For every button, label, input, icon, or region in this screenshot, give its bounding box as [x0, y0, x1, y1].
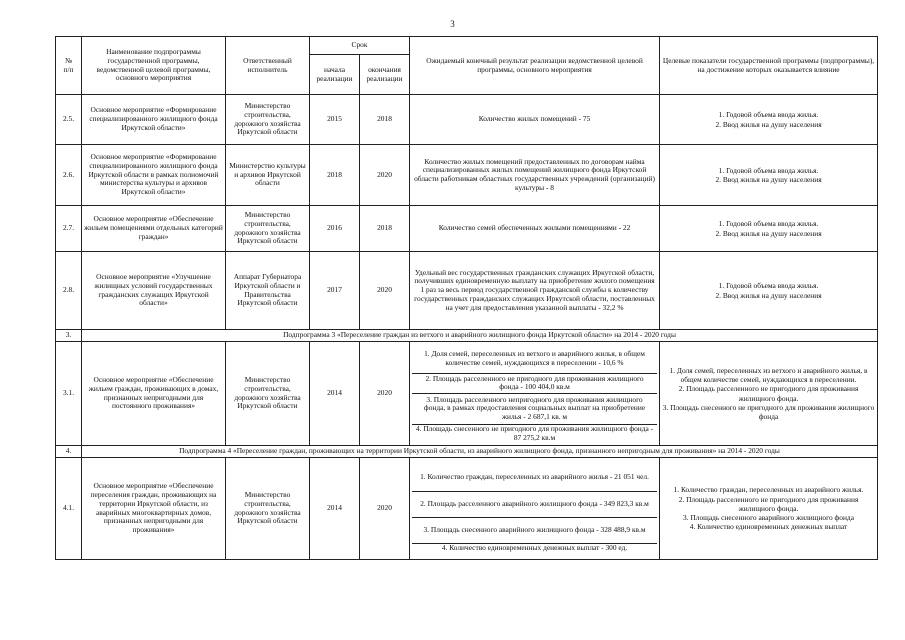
- expected-result: Удельный вес государственных гражданских служащих Иркутской области, получивших единовременную выплату на приобретение жилого помещения 1 раз за весь период государственной гражданской службы к количеству государственных гражданских служащих Иркутской области, поставленных на учет для предоставления указанной выплаты - 32,2 %: [410, 252, 660, 330]
- target-indicators: [660, 342, 878, 446]
- start-year: 2017: [310, 252, 360, 330]
- indicator-item: 2. Ввод жилья на душу населения: [715, 175, 822, 184]
- section-title: Подпрограмма 4 «Переселение граждан, проживающих на территории Иркутской области, из аварийного жилищного фонда, признанного непригодным для проживания» на 2014 - 2020 годы: [82, 446, 878, 458]
- indicator-item: 2. Ввод жилья на душу населения: [715, 228, 822, 238]
- expected-results: [410, 458, 660, 560]
- result-item: 1. Доля семей, переселенных из ветхого и аварийного жилья, в общем количестве семей, нуждающихся в переселении - 10,6 %: [412, 345, 657, 374]
- activity-name: Основное мероприятие «Обеспечение переселения граждан, проживающих на территории Иркутской области, из аварийных многоквартирных домов, признанных непригодными для проживания»: [82, 458, 226, 560]
- indicator-item: 2. Площадь расселенного не пригодного для проживания жилищного фонда.: [678, 384, 859, 403]
- header-term: Срок: [310, 37, 410, 55]
- expected-result: Количество жилых помещений - 75: [410, 95, 660, 145]
- indicator-item: 1. Годовой объема ввода жилья.: [718, 165, 819, 175]
- row-number: 3.1.: [56, 342, 82, 446]
- section-number: 3.: [56, 330, 82, 342]
- target-indicators: [660, 252, 878, 330]
- table-row: [56, 252, 878, 330]
- header-row-1: [56, 37, 878, 55]
- target-indicators: [660, 145, 878, 206]
- indicator-item: 1. Количество граждан, переселенных из аварийного жилья.: [673, 485, 864, 495]
- indicator-item: 3. Площадь снесенного не пригодного для проживания жилищного фонда: [662, 402, 875, 421]
- header-indicators: Целевые показатели государственной программы (подпрограммы), на достижение которых оказывается влияние: [660, 37, 878, 95]
- responsible-executor: Министерство строительства, дорожного хозяйства Иркутской области: [226, 342, 310, 446]
- indicator-item: 1. Годовой объема ввода жилья.: [718, 219, 819, 229]
- activity-name: Основное мероприятие «Формирование специализированного жилищного фонда Иркутской области в рамках полномочий министерства культуры и архивов Иркутской области»: [82, 145, 226, 206]
- activity-name: Основное мероприятие «Обеспечение жильем помещениями отдельных категорий граждан»: [82, 206, 226, 252]
- expected-results: [410, 342, 660, 446]
- indicator-item: 1. Годовой объема ввода жилья.: [718, 281, 819, 291]
- end-year: 2020: [360, 342, 410, 446]
- target-indicators: [660, 95, 878, 145]
- activity-name: Основное мероприятие «Улучшение жилищных условий государственных гражданских служащих Иркутской области»: [82, 252, 226, 330]
- table-row: [56, 342, 878, 446]
- target-indicators: [660, 206, 878, 252]
- indicator-item: 1. Доля семей, переселенных из ветхого и аварийного жилья, в общем количестве семей, нуждающихся в переселении.: [669, 365, 868, 384]
- end-year: 2020: [360, 252, 410, 330]
- end-year: 2018: [360, 206, 410, 252]
- responsible-executor: Министерство строительства, дорожного хозяйства Иркутской области: [226, 458, 310, 560]
- header-result: Ожидаемый конечный результат реализации ведомственной целевой программы, основного мероприятия: [410, 37, 660, 95]
- activity-name: Основное мероприятие «Обеспечение жильем граждан, проживающих в домах, признанных непригодными для постоянного проживания»: [82, 342, 226, 446]
- row-number: 4.1.: [56, 458, 82, 560]
- start-year: 2014: [310, 342, 360, 446]
- row-number: 2.6.: [56, 145, 82, 206]
- responsible-executor: Министерство строительства, дорожного хозяйства Иркутской области: [226, 206, 310, 252]
- result-item: 1. Количество граждан, переселенных из аварийного жилья - 21 051 чел.: [412, 465, 657, 492]
- row-number: 2.5.: [56, 95, 82, 145]
- header-num: № п/п: [56, 37, 82, 95]
- section-row: [56, 330, 878, 342]
- result-item: 4. Площадь снесенного не пригодного для проживания жилищного фонда - 87 275,2 кв.м: [415, 423, 654, 442]
- result-item: 3. Площадь расселенного непригодного для проживания жилищного фонда, в рамках предоставления социальных выплат на приобретение жилья - 2 687,1 кв. м: [412, 394, 657, 425]
- indicator-item: 4. Количество единовременных денежных выплат: [689, 522, 848, 532]
- result-item: 2. Площадь расселенного аварийного жилищного фонда - 349 823,3 кв.м: [412, 492, 657, 518]
- result-item: 4. Количество единовременных денежных выплат - 300 ед.: [441, 542, 628, 552]
- table-row: [56, 145, 878, 206]
- row-number: 2.7.: [56, 206, 82, 252]
- indicator-item: 3. Площадь снесенного аварийного жилищного фонда: [683, 513, 854, 523]
- program-table: [55, 36, 878, 560]
- header-start: начала реализации: [310, 55, 360, 95]
- target-indicators: [660, 458, 878, 560]
- indicator-item: 2. Ввод жилья на душу населения: [715, 290, 822, 300]
- end-year: 2018: [360, 95, 410, 145]
- section-number: 4.: [56, 446, 82, 458]
- expected-result: Количество семей обеспеченных жилыми помещениями - 22: [410, 206, 660, 252]
- start-year: 2014: [310, 458, 360, 560]
- expected-result: Количество жилых помещений предоставленных по договорам найма специализированных жилых помещений жилищного фонда Иркутской области работникам областных государственных учреждений (организаций) культуры - 8: [410, 145, 660, 206]
- table-row: [56, 95, 878, 145]
- section-title: Подпрограмма 3 «Переселение граждан из ветхого и аварийного жилищного фонда Иркутской области» на 2014 - 2020 годы: [82, 330, 878, 342]
- section-row: [56, 446, 878, 458]
- activity-name: Основное мероприятие «Формирование специализированного жилищного фонда Иркутской области»: [82, 95, 226, 145]
- responsible-executor: Министерство культуры и архивов Иркутской области: [226, 145, 310, 206]
- table-row: [56, 458, 878, 560]
- start-year: 2015: [310, 95, 360, 145]
- header-name: Наименование подпрограммы государственной программы, ведомственной целевой программы, основного мероприятия: [82, 37, 226, 95]
- result-item: 2. Площадь расселенного не пригодного для проживания жилищного фонда - 100 404,0 кв.м: [412, 374, 657, 394]
- start-year: 2018: [310, 145, 360, 206]
- header-responsible: Ответственный исполнитель: [226, 37, 310, 95]
- indicator-item: 1. Годовой объема ввода жилья.: [718, 110, 819, 120]
- result-item: 3. Площадь снесенного аварийного жилищного фонда - 328 488,9 кв.м: [412, 518, 657, 544]
- start-year: 2016: [310, 206, 360, 252]
- indicator-item: 2. Ввод жилья на душу населения: [715, 119, 822, 129]
- page-number: 3: [450, 19, 455, 29]
- end-year: 2020: [360, 145, 410, 206]
- table-row: [56, 206, 878, 252]
- responsible-executor: Аппарат Губернатора Иркутской области и Правительства Иркутской области: [226, 252, 310, 330]
- responsible-executor: Министерство строительства, дорожного хозяйства Иркутской области: [226, 95, 310, 145]
- row-number: 2.8.: [56, 252, 82, 330]
- header-end: окончания реализации: [360, 55, 410, 95]
- indicator-item: 2. Площадь расселенного не пригодного для проживания жилищного фонда.: [678, 494, 859, 513]
- end-year: 2020: [360, 458, 410, 560]
